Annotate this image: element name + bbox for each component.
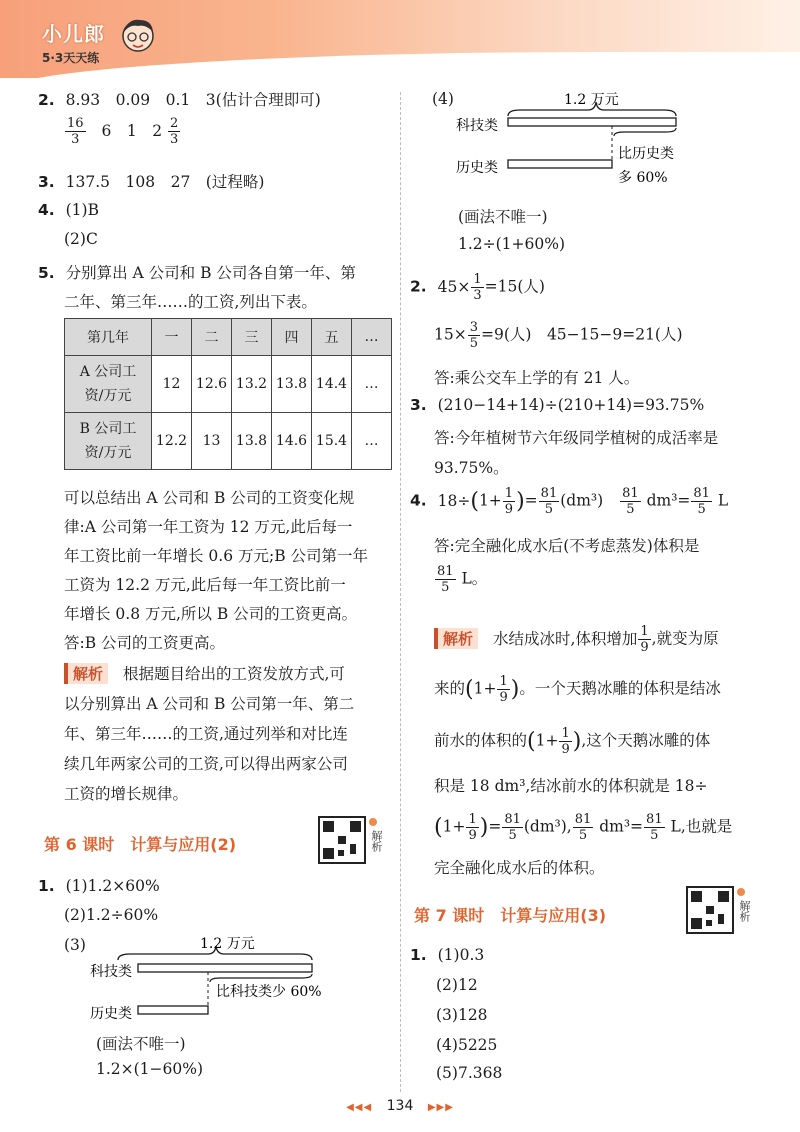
lesson-title: 第 7 课时 计算与应用(3) [414, 906, 607, 925]
table-cell: … [352, 413, 392, 470]
answer-line: 律:A 公司第一年工资为 12 万元,此后每一 [64, 518, 353, 536]
q-number: 1. [38, 877, 55, 895]
answer-statement: 答:B 公司的工资更高。 [64, 634, 226, 652]
fraction: $\frac{1}{9}$ [499, 674, 508, 705]
table-cell: 13.8 [272, 356, 312, 413]
expr-part: dm³= [646, 491, 691, 510]
left-arrows-icon: ◀◀◀ [346, 1102, 373, 1113]
answer-line: 年增长 0.8 万元,所以 B 公司的工资更高。 [64, 605, 358, 623]
answer-line: 前水的体积的(1+ $\frac{1}{9}$ ),这个天鹅冰雕的体 [434, 726, 711, 757]
lesson-title: 第 6 课时 计算与应用(2) [44, 835, 237, 854]
fraction: $\frac{1}{3}$ [473, 272, 482, 303]
difference-label: 比科技类少 60% [216, 984, 322, 1000]
row-label: 历史类 [456, 160, 498, 176]
answer-statement: 答:乘公交车上学的有 21 人。 [434, 369, 640, 387]
expr-part: ,就变为原 [651, 629, 719, 648]
row-label: 科技类 [456, 118, 498, 134]
difference-label: 比历史类 [618, 146, 674, 162]
answer-line: 以分别算出 A 公司和 B 公司第一年、第二 [64, 695, 355, 713]
expr-part: = [524, 491, 538, 510]
page-footer [0, 1098, 800, 1114]
row-label: 历史类 [90, 1006, 132, 1022]
right-arrows-icon: ▶▶▶ [427, 1102, 454, 1113]
bar-science [508, 118, 676, 126]
q-number: 1. [410, 946, 427, 964]
table-cell: 四 [272, 319, 312, 356]
page-number: 134 [386, 1098, 414, 1114]
mascot-icon [118, 14, 158, 58]
expr-part: 18÷ [437, 491, 471, 510]
answer-line: 工资为 12.2 万元,此后每一年工资比前一 [64, 576, 346, 594]
expr-part: 。一个天鹅冰雕的体积是结冰 [519, 679, 721, 698]
answer-line: 积是 18 dm³,结冰前水的体积就是 18÷ [434, 777, 708, 795]
left-q2 [38, 88, 321, 110]
table-cell: 13.2 [232, 356, 272, 413]
explanation-tag: 解析 [64, 663, 108, 684]
answer-line: (2)1.2÷60% [64, 906, 159, 924]
expr-part: 水结成冰时,体积增加 [492, 629, 638, 648]
answer-line: (画法不唯一) [458, 208, 548, 226]
fraction: $\frac{1}{9}$ [504, 486, 514, 517]
explanation [434, 624, 719, 655]
paren: ( [527, 729, 536, 754]
difference-label: 多 60% [618, 170, 668, 186]
table-cell: 13 [192, 413, 232, 470]
bar-history [508, 160, 612, 168]
fraction: $\frac{81}{5}$ [437, 564, 454, 595]
expr-part: =9(人) 45−15−9=21(人) [481, 325, 683, 344]
right-q2 [410, 272, 545, 303]
expr-part: 15× [434, 325, 467, 344]
qr-dot-icon [369, 818, 377, 826]
answer-line: (2)12 [436, 976, 478, 994]
segment-diagram-1 [90, 934, 350, 1026]
wage-table [64, 318, 392, 470]
table-cell: 14.4 [312, 356, 352, 413]
answer-line: 1.2×(1−60%) [96, 1060, 204, 1078]
left-q1 [38, 877, 160, 895]
table-row [65, 356, 392, 413]
right-q1 [410, 946, 484, 964]
fraction: $\frac{1}{9}$ [561, 726, 570, 757]
expr-part: =15(人) [484, 277, 545, 296]
fraction: $\frac{2}{3}$ [170, 116, 179, 147]
expr-part: dm³= [599, 817, 644, 836]
expr-part: 前水的体积的 [434, 731, 528, 750]
answer-line: (1)B [65, 201, 99, 219]
answer-line: 续几年两家公司的工资,可以得出两家公司 [64, 755, 348, 773]
qr-dot-icon [737, 888, 745, 896]
table-cell: 第几年 [65, 319, 152, 356]
row-label: A 公司工 资/万元 [65, 356, 152, 413]
fraction: $\frac{81}{5}$ [504, 812, 521, 843]
right-q3 [410, 396, 704, 414]
paren: ( [465, 677, 474, 702]
table-cell: … [352, 319, 392, 356]
answer-line: 工资的增长规律。 [64, 785, 189, 803]
left-q4 [38, 201, 99, 219]
expr-part: L [717, 491, 729, 510]
answer-line: 年、第三年……的工资,通过列举和对比连 [64, 725, 348, 743]
table-cell: … [352, 356, 392, 413]
brace [210, 974, 312, 982]
fraction: $\frac{81}{5}$ [540, 486, 558, 517]
paren: ( [470, 489, 479, 514]
paren: ) [510, 677, 520, 702]
logo-subtitle: 5·3天天练 [42, 51, 100, 65]
answer-line: 可以总结出 A 公司和 B 公司的工资变化规 [64, 489, 355, 507]
fraction: $\frac{81}{5}$ [622, 486, 639, 517]
paren: ) [572, 729, 582, 754]
fraction: $\frac{1}{9}$ [468, 812, 477, 843]
answer-line: 根据题目给出的工资发放方式,可 [122, 665, 345, 683]
q-number: 4. [410, 491, 427, 510]
expr-part: (dm³), [523, 817, 572, 836]
bar-science [138, 964, 312, 972]
fraction: $\frac{81}{5}$ [693, 486, 710, 517]
expr-part: 45× [437, 277, 471, 296]
table-cell: 13.8 [232, 413, 272, 470]
fraction: $\frac{3}{5}$ [469, 320, 478, 351]
qr-code-icon[interactable] [318, 816, 366, 864]
left-q3 [38, 170, 264, 192]
q-number: 5. [38, 264, 55, 282]
answer-line: 分别算出 A 公司和 B 公司各自第一年、第 [65, 264, 356, 282]
explanation-tag: 解析 [434, 628, 478, 649]
answer-line: (5)7.368 [436, 1064, 503, 1082]
brand-logo [42, 18, 105, 66]
answer-line: (4) [432, 90, 454, 108]
answer-line [434, 564, 487, 595]
q-number: 3. [410, 396, 427, 414]
column-divider [400, 92, 401, 1092]
paren: ) [479, 815, 489, 840]
table-cell: 12.2 [152, 413, 192, 470]
answer-line: 来的(1+ $\frac{1}{9}$ )。一个天鹅冰雕的体积是结冰 [434, 674, 721, 705]
answer-line: 二年、第三年……的工资,列出下表。 [64, 293, 317, 311]
fraction: $\frac{81}{5}$ [574, 812, 592, 843]
table-header-row [65, 319, 392, 356]
table-cell: 三 [232, 319, 272, 356]
row-label: 科技类 [90, 964, 132, 980]
q-number: 2. [410, 277, 427, 296]
table-cell: 12.6 [192, 356, 232, 413]
paren: ( [434, 815, 443, 840]
expr-part: ,这个天鹅冰雕的体 [581, 731, 711, 750]
answer-line: (3) [64, 936, 86, 954]
answer-values: 6 1 2 [101, 121, 163, 140]
right-q4: 4. 18÷(1+ $\frac{1}{9}$ )= $\frac{81}{5}$ (dm³) $\frac{81}{5}$ dm³= $\frac{81}{5}$ L [410, 486, 729, 517]
expr-part: L。 [461, 569, 488, 588]
answer-statement: 答:完全融化成水后(不考虑蒸发)体积是 [434, 537, 700, 555]
table-cell: 一 [152, 319, 192, 356]
answer-line: 137.5 108 27 (过程略) [65, 173, 265, 191]
left-q5 [38, 261, 356, 283]
qr-label: 解析 [370, 830, 383, 852]
qr-code-icon[interactable] [686, 886, 734, 934]
answer-line: (1)1.2×60% [65, 877, 160, 895]
fraction: $\frac{81}{5}$ [646, 812, 663, 843]
qr-label: 解析 [738, 900, 751, 922]
total-label: 1.2 万元 [564, 92, 619, 108]
table-cell: 14.6 [272, 413, 312, 470]
table-cell: 五 [312, 319, 352, 356]
bar-history [138, 1006, 208, 1014]
segment-diagram-2 [456, 88, 696, 188]
answer-line: 年工资比前一年增长 0.6 万元;B 公司第一年 [64, 547, 369, 565]
answer-line: 93.75%。 [434, 459, 509, 477]
q-number: 3. [38, 173, 55, 191]
explanation [64, 662, 345, 684]
expr-part: 来的 [434, 679, 466, 698]
right-q2-line2 [434, 320, 683, 351]
expr-part: L,也就是 [670, 817, 733, 836]
expr-part: (dm³) [560, 491, 604, 510]
logo-title: 小儿郎 [42, 22, 105, 46]
q-number: 2. [38, 91, 55, 109]
answer-line: 8.93 0.09 0.1 3(估计合理即可) [65, 91, 321, 109]
fraction: $\frac{1}{9}$ [640, 624, 649, 655]
answer-line: (画法不唯一) [96, 1035, 186, 1053]
paren: ) [516, 489, 525, 514]
table-cell: 12 [152, 356, 192, 413]
answer-line: (4)5225 [436, 1036, 498, 1054]
brace [614, 128, 676, 136]
answer-line: 1.2÷(1+60%) [458, 235, 566, 253]
row-label: B 公司工 资/万元 [65, 413, 152, 470]
answer-line: (1+ $\frac{1}{9}$ )= $\frac{81}{5}$ (dm³), $\frac{81}{5}$ dm³= $\frac{81}{5}$ L,也就是 [434, 812, 733, 843]
answer-line: (210−14+14)÷(210+14)=93.75% [437, 396, 705, 414]
left-q2-fractions [64, 116, 181, 147]
answer-line: (3)128 [436, 1006, 488, 1024]
answer-line: 完全融化成水后的体积。 [434, 859, 605, 877]
answer-line: (2)C [64, 230, 98, 248]
answer-statement: 答:今年植树节六年级同学植树的成活率是 [434, 429, 719, 447]
table-cell: 15.4 [312, 413, 352, 470]
q-number: 4. [38, 201, 55, 219]
total-label: 1.2 万元 [200, 936, 255, 952]
table-row [65, 413, 392, 470]
table-cell: 二 [192, 319, 232, 356]
answer-line: (1)0.3 [437, 946, 485, 964]
fraction: $\frac{16}{3}$ [67, 116, 84, 147]
